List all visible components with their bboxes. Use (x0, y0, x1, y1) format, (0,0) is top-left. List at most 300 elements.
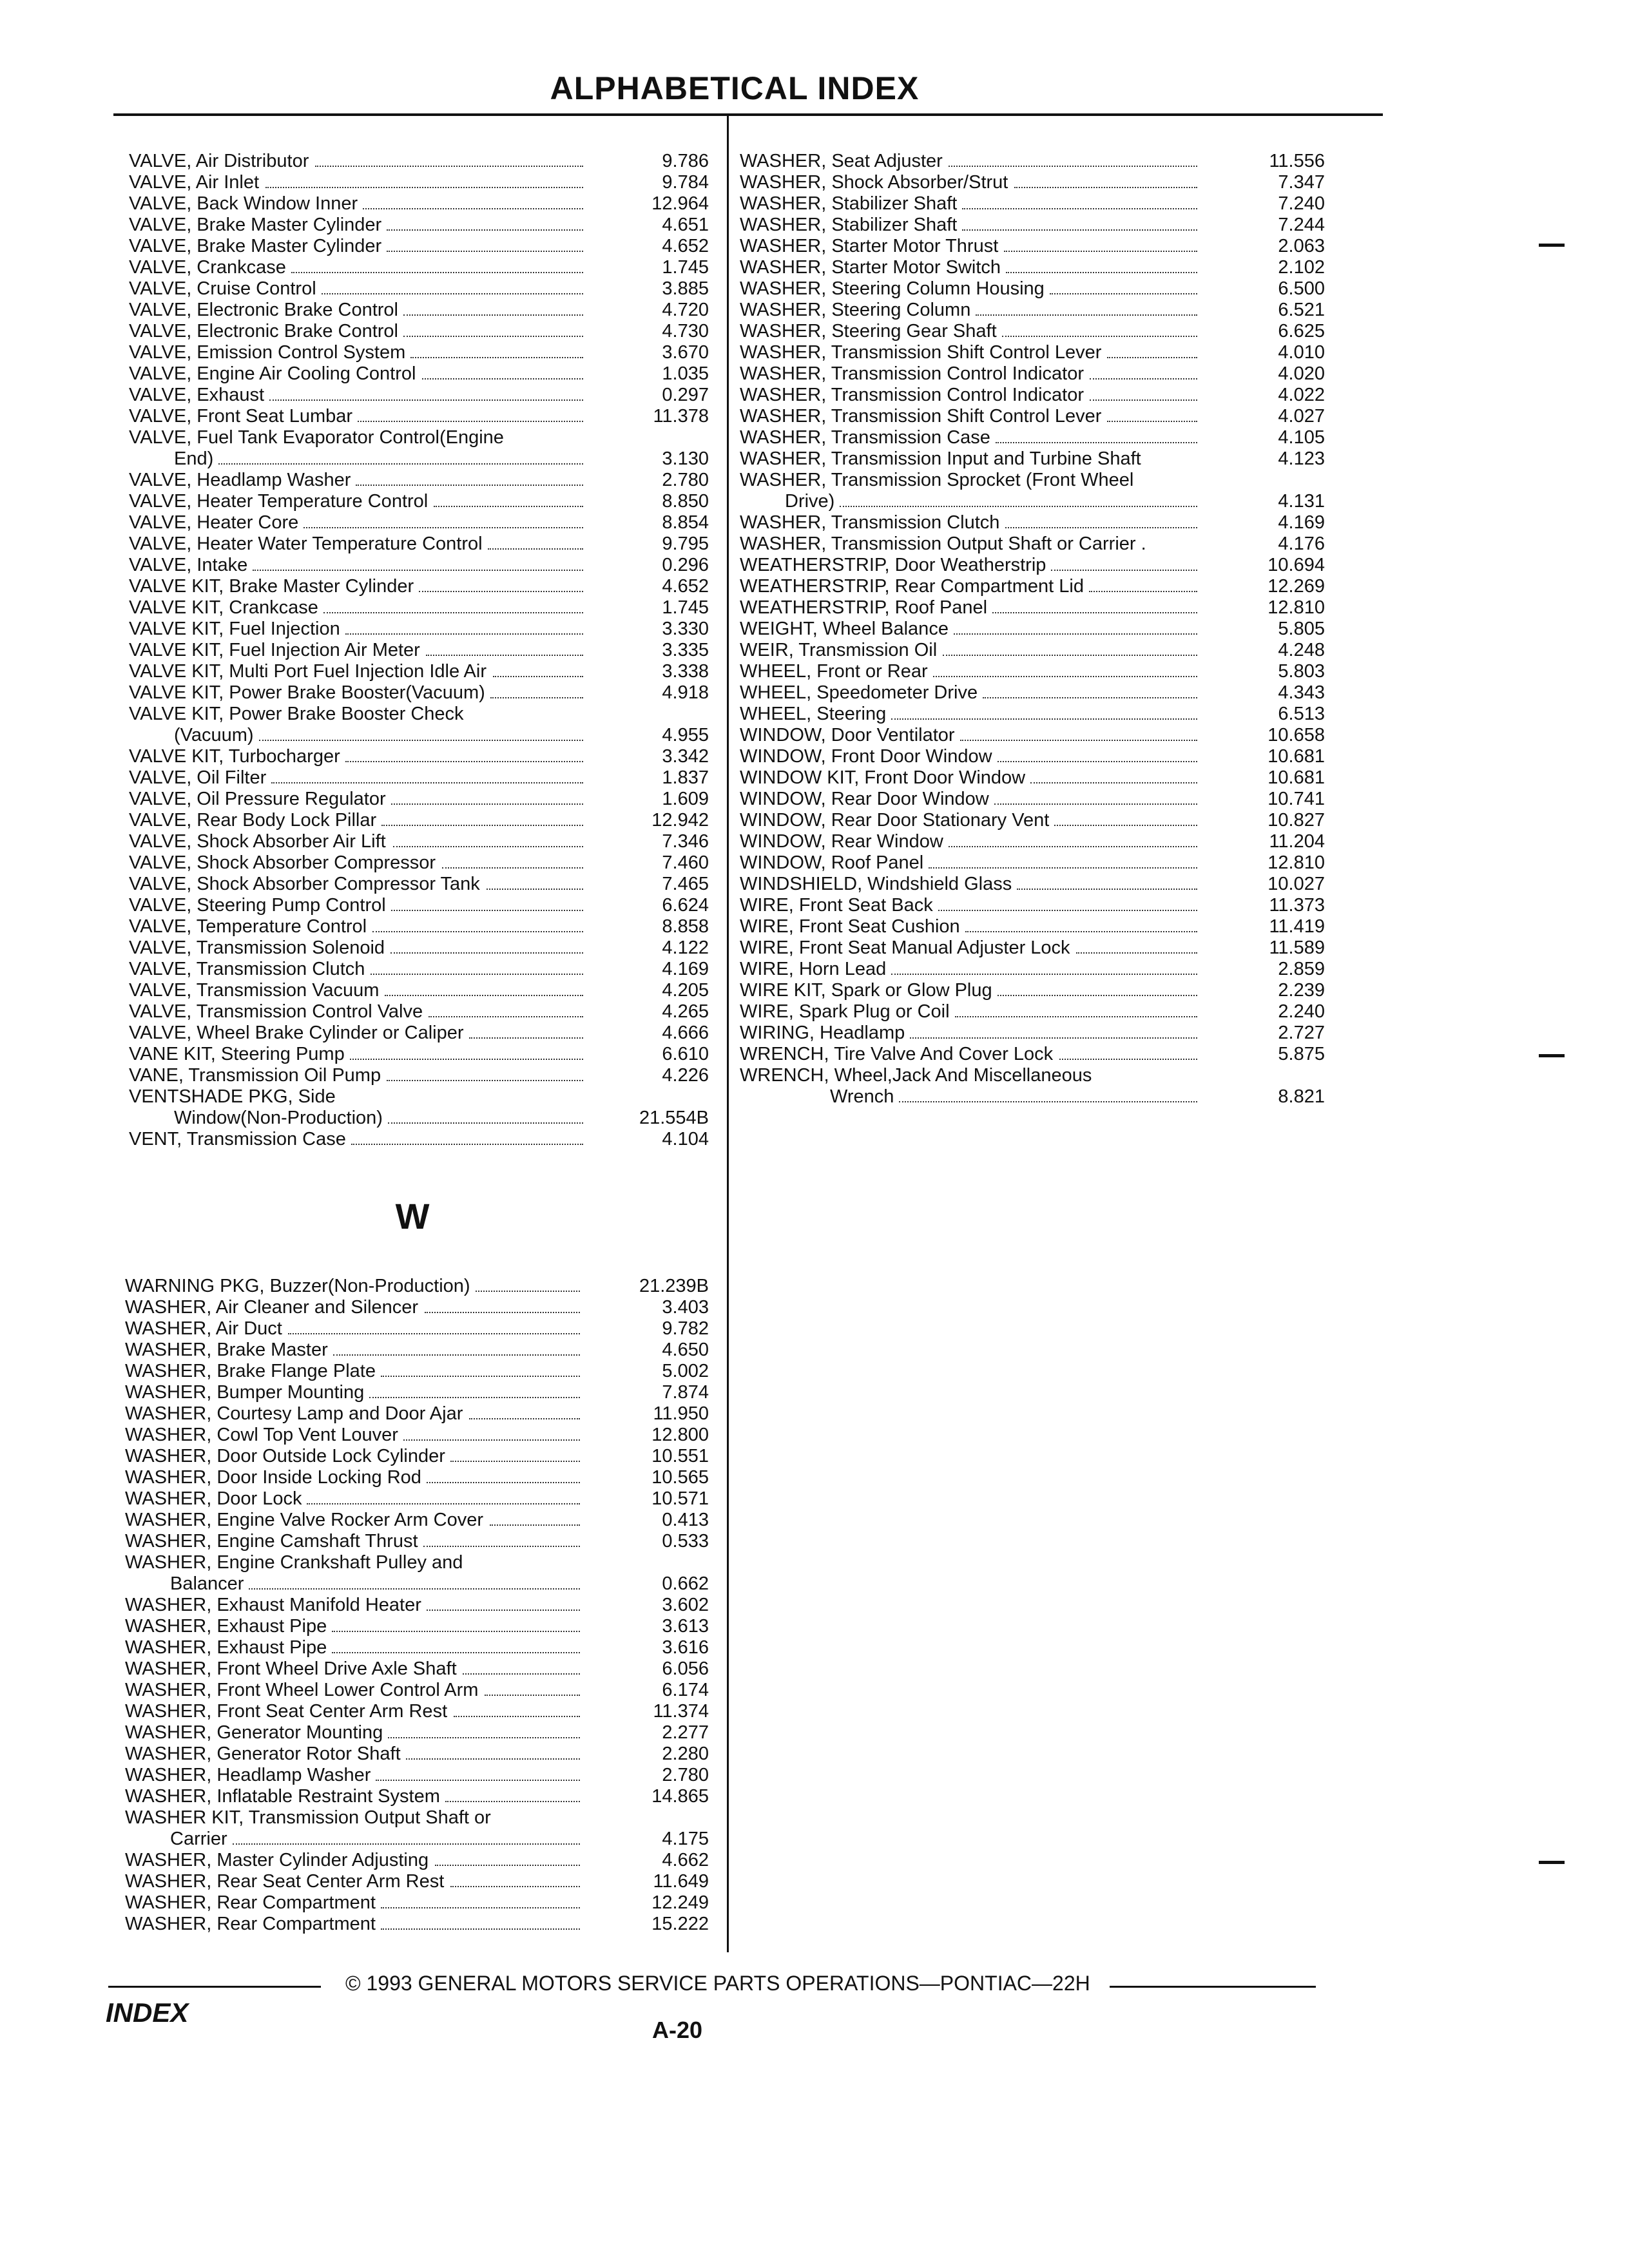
entry-page: 1.837 (662, 767, 709, 788)
dot-leader (938, 910, 1197, 911)
index-entry (129, 1129, 709, 1150)
entry-label: VALVE, Front Seat Lumbar (129, 406, 353, 427)
index-entry (129, 810, 709, 831)
entry-page: 2.780 (662, 470, 709, 490)
dot-leader (1107, 421, 1197, 422)
title-rule (113, 113, 1383, 116)
entry-label: VALVE, Oil Pressure Regulator (129, 789, 386, 809)
entry-label: VALVE, Electronic Brake Control (129, 321, 398, 341)
index-entry (129, 1108, 709, 1129)
entry-label: VALVE, Electronic Brake Control (129, 300, 398, 320)
entry-page: 4.104 (662, 1129, 709, 1149)
entry-page: 2.239 (1278, 980, 1325, 1001)
index-entry (740, 236, 1325, 257)
entry-page: 7.346 (662, 831, 709, 852)
entry-page: 12.800 (651, 1425, 709, 1445)
entry-label: WASHER, Stabilizer Shaft (740, 193, 958, 214)
index-entry (129, 470, 709, 491)
index-entry (129, 278, 709, 300)
index-entry (125, 1318, 709, 1340)
entry-page: 1.035 (662, 363, 709, 384)
dot-leader (1090, 378, 1197, 380)
dot-leader (391, 910, 583, 911)
entry-page: 12.269 (1268, 576, 1325, 597)
entry-label: VALVE, Back Window Inner (129, 193, 358, 214)
entry-label: WASHER, Transmission Shift Control Lever (740, 406, 1102, 427)
index-entry (740, 491, 1325, 512)
entry-label: VALVE KIT, Fuel Injection (129, 619, 340, 639)
entry-label: WHEEL, Front or Rear (740, 661, 928, 682)
entry-page: 11.556 (1269, 151, 1325, 171)
index-entry (129, 1044, 709, 1065)
index-entry (740, 704, 1325, 725)
entry-page: 3.403 (662, 1297, 709, 1318)
dot-leader (469, 1418, 580, 1419)
entry-label: WASHER, Generator Rotor Shaft (125, 1744, 401, 1764)
entry-page: 4.265 (662, 1001, 709, 1022)
index-entry (125, 1361, 709, 1382)
dot-leader (962, 208, 1197, 209)
entry-page: 2.063 (1278, 236, 1325, 256)
entry-page: 14.865 (651, 1786, 709, 1807)
entry-page: 4.955 (662, 725, 709, 745)
dot-leader (333, 1354, 580, 1356)
index-entry (129, 682, 709, 704)
dot-leader (406, 1758, 580, 1760)
entry-label: WASHER, Engine Crankshaft Pulley and (125, 1552, 463, 1573)
entry-label: WASHER, Transmission Shift Control Lever (740, 342, 1102, 363)
dot-leader (476, 1291, 580, 1292)
index-entry (129, 597, 709, 619)
entry-label: WASHER, Exhaust Manifold Heater (125, 1595, 421, 1615)
entry-label: VANE, Transmission Oil Pump (129, 1065, 381, 1086)
footer-rule-right (1110, 1986, 1316, 1988)
dot-leader (840, 506, 1197, 507)
dot-leader (322, 293, 583, 294)
left-column-bottom (125, 1276, 709, 1935)
entry-label: WASHER, Cowl Top Vent Louver (125, 1425, 398, 1445)
dot-leader (350, 1059, 583, 1060)
index-entry (125, 1637, 709, 1658)
entry-label: WASHER, Door Inside Locking Rod (125, 1467, 421, 1488)
entry-label: Wrench (830, 1086, 894, 1107)
index-entry (740, 831, 1325, 852)
entry-label: WASHER, Rear Seat Center Arm Rest (125, 1871, 445, 1892)
entry-label: WASHER, Air Duct (125, 1318, 282, 1339)
entry-label: VALVE, Emission Control System (129, 342, 406, 363)
entry-page: 7.347 (1278, 172, 1325, 193)
index-entry (129, 172, 709, 193)
dot-leader (463, 1673, 580, 1675)
entry-label: VALVE, Air Distributor (129, 151, 309, 171)
entry-label: WIRE, Spark Plug or Coil (740, 1001, 950, 1022)
entry-page: 10.827 (1268, 810, 1325, 831)
index-entry (129, 1086, 709, 1108)
index-entry (740, 916, 1325, 937)
dot-leader (269, 399, 583, 401)
entry-page: 1.745 (662, 257, 709, 278)
dot-leader (929, 867, 1197, 869)
dot-leader (391, 803, 583, 805)
entry-label: VALVE, Shock Absorber Air Lift (129, 831, 386, 852)
page-title: ALPHABETICAL INDEX (550, 70, 920, 106)
entry-page: 1.609 (662, 789, 709, 809)
index-entry (129, 789, 709, 810)
dot-leader (1089, 591, 1197, 592)
entry-page: 12.810 (1268, 852, 1325, 873)
dot-leader (381, 1928, 580, 1930)
index-entry (129, 725, 709, 746)
entry-page: 4.122 (662, 937, 709, 958)
entry-page: 5.002 (662, 1361, 709, 1381)
entry-label: WEIGHT, Wheel Balance (740, 619, 949, 639)
entry-page: 10.551 (651, 1446, 709, 1466)
index-entry (129, 937, 709, 959)
dot-leader (423, 1546, 580, 1547)
dot-leader (233, 1843, 580, 1845)
entry-label: WASHER, Front Wheel Drive Axle Shaft (125, 1658, 457, 1679)
entry-label: VALVE, Exhaust (129, 385, 265, 405)
entry-label: VALVE, Heater Temperature Control (129, 491, 429, 512)
entry-label: VALVE, Temperature Control (129, 916, 367, 937)
index-entry (740, 789, 1325, 810)
index-entry (740, 385, 1325, 406)
dot-leader (427, 1610, 580, 1611)
edge-tick-mark (1539, 244, 1565, 247)
index-entry (125, 1403, 709, 1425)
index-entry (125, 1829, 709, 1850)
index-entry (129, 236, 709, 257)
entry-page: 6.500 (1278, 278, 1325, 299)
entry-label: VALVE KIT, Power Brake Booster(Vacuum) (129, 682, 485, 703)
entry-page: 2.780 (662, 1765, 709, 1785)
index-entry (129, 151, 709, 172)
entry-page: 4.226 (662, 1065, 709, 1086)
entry-page: 3.885 (662, 278, 709, 299)
dot-leader (323, 612, 583, 613)
index-entry (125, 1488, 709, 1510)
entry-label: WIRE, Horn Lead (740, 959, 887, 979)
index-entry (125, 1616, 709, 1637)
entry-label: WASHER, Transmission Input and Turbine Shaft (740, 448, 1141, 469)
dot-leader (435, 1865, 580, 1866)
entry-label: WASHER, Engine Valve Rocker Arm Cover (125, 1510, 484, 1530)
dot-leader (426, 655, 583, 656)
index-entry (129, 916, 709, 937)
entry-label: WASHER, Transmission Sprocket (Front Wheel (740, 470, 1134, 490)
dot-leader (218, 463, 583, 465)
dot-leader (388, 1737, 580, 1738)
index-entry (740, 427, 1325, 448)
entry-page: 10.681 (1268, 767, 1325, 788)
entry-label: WINDOW, Roof Panel (740, 852, 924, 873)
entry-label: WINDOW, Rear Door Window (740, 789, 989, 809)
entry-label: WASHER, Transmission Case (740, 427, 990, 448)
index-entry (740, 321, 1325, 342)
entry-page: 4.176 (1278, 533, 1325, 554)
entry-label: VALVE KIT, Fuel Injection Air Meter (129, 640, 420, 660)
dot-leader (265, 187, 583, 188)
index-entry (740, 852, 1325, 874)
index-entry (125, 1765, 709, 1786)
entry-label: VALVE KIT, Turbocharger (129, 746, 340, 767)
dot-leader (410, 357, 583, 358)
index-entry (740, 597, 1325, 619)
entry-label: VANE KIT, Steering Pump (129, 1044, 345, 1064)
entry-page: 7.460 (662, 852, 709, 873)
entry-label: WIRE, Front Seat Back (740, 895, 933, 916)
index-entry (129, 555, 709, 576)
footer-copyright: © 1993 GENERAL MOTORS SERVICE PARTS OPERATIONS—PONTIAC—22H (345, 1972, 1090, 1995)
index-entry (740, 470, 1325, 491)
entry-page: 21.239B (639, 1276, 709, 1296)
index-entry (740, 746, 1325, 767)
entry-page: 2.102 (1278, 257, 1325, 278)
index-entry (740, 810, 1325, 831)
index-entry (129, 874, 709, 895)
entry-label: VALVE, Transmission Clutch (129, 959, 365, 979)
entry-page: 4.650 (662, 1340, 709, 1360)
index-entry (125, 1871, 709, 1892)
dot-leader (445, 1801, 580, 1802)
entry-page: 10.741 (1268, 789, 1325, 809)
entry-page: 7.240 (1278, 193, 1325, 214)
entry-label: WHEEL, Speedometer Drive (740, 682, 978, 703)
dot-leader (485, 1695, 580, 1696)
entry-page: 2.277 (662, 1722, 709, 1743)
section-letter: W (395, 1196, 430, 1236)
entry-page: 8.858 (662, 916, 709, 937)
dot-leader (381, 1376, 580, 1377)
entry-label: VALVE KIT, Brake Master Cylinder (129, 576, 414, 597)
dot-leader (490, 697, 583, 698)
index-entry (129, 533, 709, 555)
entry-page: 10.571 (651, 1488, 709, 1509)
dot-leader (351, 1144, 583, 1145)
dot-leader (965, 931, 1197, 932)
entry-page: 11.950 (653, 1403, 709, 1424)
entry-label: Window(Non-Production) (174, 1108, 383, 1128)
index-entry (740, 1065, 1325, 1086)
dot-leader (291, 272, 583, 273)
right-column (740, 151, 1325, 1108)
entry-page: 2.859 (1278, 959, 1325, 979)
dot-leader (442, 867, 583, 869)
entry-label: WASHER, Door Lock (125, 1488, 302, 1509)
entry-page: 6.610 (662, 1044, 709, 1064)
entry-label: VALVE, Heater Water Temperature Control (129, 533, 483, 554)
entry-label: WASHER, Steering Column Housing (740, 278, 1045, 299)
entry-page: 4.651 (662, 215, 709, 235)
entry-label: WASHER, Bumper Mounting (125, 1382, 365, 1403)
index-entry (125, 1701, 709, 1722)
entry-label: End) (174, 448, 214, 469)
dot-leader (983, 697, 1197, 698)
entry-page: 9.784 (662, 172, 709, 193)
entry-label: WASHER, Rear Compartment (125, 1914, 376, 1934)
entry-page: 3.613 (662, 1616, 709, 1637)
dot-leader (1030, 782, 1197, 783)
entry-page: 4.730 (662, 321, 709, 341)
entry-label: VALVE, Cruise Control (129, 278, 316, 299)
index-entry (125, 1658, 709, 1680)
dot-leader (962, 229, 1197, 231)
index-entry (740, 533, 1325, 555)
entry-label: VALVE, Wheel Brake Cylinder or Caliper (129, 1023, 464, 1043)
entry-label: WASHER, Transmission Output Shaft or Carrier . (740, 533, 1146, 554)
entry-label: VALVE, Transmission Solenoid (129, 937, 385, 958)
entry-page: 6.521 (1278, 300, 1325, 320)
entry-label: VALVE, Fuel Tank Evaporator Control(Engine (129, 427, 504, 448)
index-entry (740, 342, 1325, 363)
index-entry (129, 300, 709, 321)
entry-page: 3.338 (662, 661, 709, 682)
dot-leader (307, 1503, 580, 1504)
dot-leader (422, 378, 583, 380)
index-entry (129, 385, 709, 406)
index-entry (129, 215, 709, 236)
index-entry (129, 980, 709, 1001)
entry-label: VALVE, Brake Master Cylinder (129, 236, 382, 256)
entry-page: 8.854 (662, 512, 709, 533)
entry-label: WHEEL, Steering (740, 704, 887, 724)
entry-label: WASHER KIT, Transmission Output Shaft or (125, 1807, 491, 1828)
index-entry (125, 1510, 709, 1531)
index-entry (129, 852, 709, 874)
entry-label: WIRE KIT, Spark or Glow Plug (740, 980, 992, 1001)
dot-leader (332, 1652, 580, 1653)
dot-leader (899, 1101, 1197, 1102)
entry-page: 4.652 (662, 576, 709, 597)
index-entry (740, 193, 1325, 215)
index-entry (129, 640, 709, 661)
entry-label: VALVE, Engine Air Cooling Control (129, 363, 416, 384)
index-entry (129, 746, 709, 767)
entry-label: WASHER, Steering Column (740, 300, 971, 320)
entry-page: 3.130 (662, 448, 709, 469)
entry-label: VALVE, Intake (129, 555, 248, 575)
entry-page: 4.662 (662, 1850, 709, 1870)
entry-label: WASHER, Front Seat Center Arm Rest (125, 1701, 448, 1722)
index-entry (740, 1023, 1325, 1044)
dot-leader (949, 166, 1197, 167)
entry-page: 7.244 (1278, 215, 1325, 235)
index-entry (125, 1552, 709, 1573)
entry-label: Balancer (170, 1573, 244, 1594)
index-entry (129, 342, 709, 363)
index-entry (129, 959, 709, 980)
entry-page: 2.240 (1278, 1001, 1325, 1022)
index-entry (740, 1001, 1325, 1023)
footer-section-label: INDEX (106, 1997, 189, 2028)
entry-label: VALVE, Transmission Control Valve (129, 1001, 423, 1022)
dot-leader (381, 825, 583, 826)
entry-label: WEIR, Transmission Oil (740, 640, 938, 660)
entry-page: 10.658 (1268, 725, 1325, 745)
dot-leader (891, 974, 1197, 975)
dot-leader (487, 889, 583, 890)
index-entry (125, 1446, 709, 1467)
index-entry (129, 661, 709, 682)
entry-page: 0.662 (662, 1573, 709, 1594)
footer-rule-left (108, 1986, 321, 1988)
entry-label: VENT, Transmission Case (129, 1129, 346, 1149)
entry-page: 4.169 (662, 959, 709, 979)
entry-label: VALVE, Oil Filter (129, 767, 267, 788)
entry-page: 4.022 (1278, 385, 1325, 405)
dot-leader (388, 1122, 583, 1124)
entry-page: 0.413 (662, 1510, 709, 1530)
entry-label: VALVE, Shock Absorber Compressor Tank (129, 874, 480, 894)
entry-label: WASHER, Brake Flange Plate (125, 1361, 376, 1381)
index-entry (740, 448, 1325, 470)
dot-leader (1005, 527, 1197, 528)
dot-leader (976, 314, 1197, 316)
entry-page: 11.649 (653, 1871, 709, 1892)
dot-leader (891, 718, 1197, 720)
index-entry (740, 555, 1325, 576)
entry-label: WIRING, Headlamp (740, 1023, 905, 1043)
index-entry (125, 1595, 709, 1616)
index-entry (740, 576, 1325, 597)
entry-page: 4.123 (1278, 448, 1325, 469)
entry-page: 10.565 (651, 1467, 709, 1488)
dot-leader (390, 952, 583, 954)
entry-page: 4.020 (1278, 363, 1325, 384)
entry-page: 12.964 (651, 193, 709, 214)
entry-label: WASHER, Exhaust Pipe (125, 1616, 327, 1637)
entry-label: WINDOW KIT, Front Door Window (740, 767, 1026, 788)
entry-page: 7.874 (662, 1382, 709, 1403)
entry-page: 0.533 (662, 1531, 709, 1552)
entry-page: 4.131 (1278, 491, 1325, 512)
dot-leader (304, 527, 583, 528)
entry-page: 11.419 (1269, 916, 1325, 937)
index-entry (125, 1892, 709, 1914)
dot-leader (1014, 187, 1197, 188)
entry-label: WASHER, Stabilizer Shaft (740, 215, 958, 235)
index-entry (740, 300, 1325, 321)
dot-leader (1054, 825, 1197, 826)
entry-label: WASHER, Starter Motor Thrust (740, 236, 999, 256)
entry-page: 8.821 (1278, 1086, 1325, 1107)
dot-leader (249, 1588, 580, 1590)
entry-page: 4.027 (1278, 406, 1325, 427)
dot-leader (469, 1037, 583, 1039)
entry-page: 11.374 (653, 1701, 709, 1722)
index-entry (740, 980, 1325, 1001)
index-entry (740, 363, 1325, 385)
dot-leader (387, 1080, 583, 1081)
entry-label: WASHER, Master Cylinder Adjusting (125, 1850, 429, 1870)
page-number: A-20 (652, 2017, 703, 2043)
entry-page: 4.918 (662, 682, 709, 703)
entry-label: WASHER, Steering Gear Shaft (740, 321, 997, 341)
entry-label: Carrier (170, 1829, 227, 1849)
dot-leader (949, 846, 1197, 847)
entry-label: (Vacuum) (174, 725, 254, 745)
dot-leader (288, 1333, 580, 1334)
dot-leader (450, 1886, 580, 1887)
entry-label: VALVE, Brake Master Cylinder (129, 215, 382, 235)
index-entry (125, 1425, 709, 1446)
index-entry (125, 1573, 709, 1595)
dot-leader (271, 782, 583, 783)
column-divider (727, 116, 729, 1952)
entry-page: 3.670 (662, 342, 709, 363)
index-entry (125, 1914, 709, 1935)
entry-page: 6.056 (662, 1658, 709, 1679)
